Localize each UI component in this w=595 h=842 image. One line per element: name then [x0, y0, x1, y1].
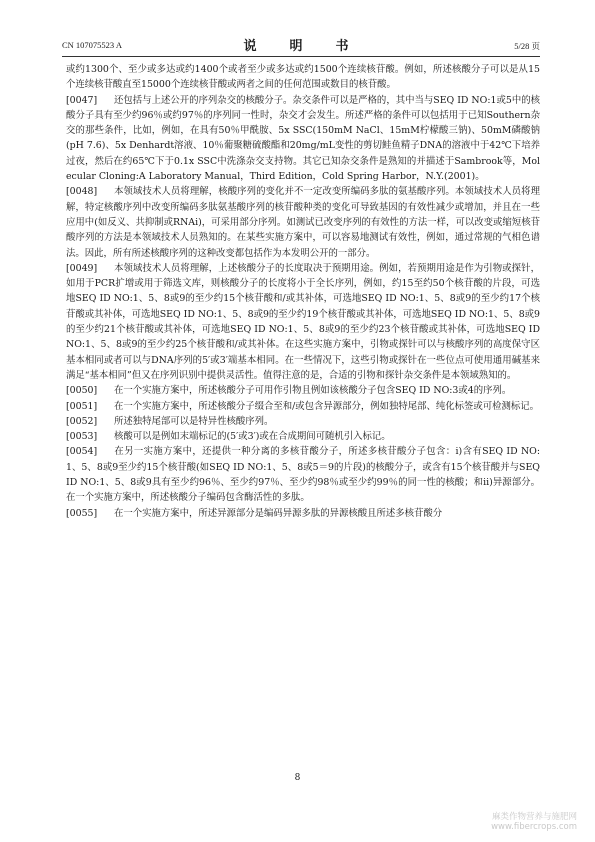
paragraph-text: 还包括与上述公开的序列杂交的核酸分子。杂交条件可以是严格的，其中当与SEQ ID NO:1或5中的核酸分子具有至少约96％或约97％的序列同一性时，杂交才会发生。所述严格的条件可以包括用于已知Southern杂交的那些条件，比如，例如，在具有50％甲酰胺、5x SSC(150mM NaCl、15mM柠檬酸三钠)、50mM磷酸钠(pH 7.6)、5x Denhardt溶液、10％葡聚糖硫酸酯和20mg/mL变性的剪切鲑鱼精子DNA的溶液中于42℃下培养过夜，然后在约65℃下于0.1x SSC中洗涤杂交支持物。其它已知杂交条件是熟知的并描述于Sambrook等，Molecular Cloning:A Laboratory Manual，Third Edition，Cold Spring Harbor，N.Y.(2001)。: [66, 94, 540, 183]
paragraph-text: 在一个实施方案中，所述核酸分子缀合至和/或包含异源部分，例如独特尾部、纯化标签或可检测标记。: [114, 400, 540, 412]
page-info: 5/28 页: [514, 41, 540, 51]
paragraph-0050: [66, 383, 540, 398]
watermark-url: www.fibercrops.com: [491, 822, 577, 832]
paragraph-number: [0050]: [66, 385, 98, 397]
paragraph-number: [0052]: [66, 415, 98, 427]
paragraph-text: 所述独特尾部可以是特异性核酸序列。: [114, 415, 274, 427]
paragraph-0047: [66, 93, 540, 185]
paragraph-number: [0051]: [66, 400, 98, 412]
paragraph-number: [0055]: [66, 507, 98, 519]
paragraph-number: [0048]: [66, 186, 98, 198]
document-body: [66, 62, 540, 521]
document-title: 说 明 书: [243, 39, 359, 54]
paragraph-0054: [66, 444, 540, 505]
paragraph-0055: [66, 506, 540, 521]
paragraph-number: [0054]: [66, 446, 98, 458]
patent-number: CN 107075523 A: [62, 40, 122, 50]
paragraph-number: [0047]: [66, 94, 98, 106]
paragraph-0049: [66, 261, 540, 383]
paragraph-text: 在一个实施方案中，所述核酸分子可用作引物且例如该核酸分子包含SEQ ID NO:3或4的序列。: [114, 385, 512, 397]
paragraph-text: 本领域技术人员将理解，核酸序列的变化并不一定改变所编码多肽的氨基酸序列。本领域技术人员将理解，特定核酸序列中改变所编码多肽氨基酸序列的核苷酸种类的变化可导致基因的有效性减少或增加，并且在一些应用中(如反义、共抑制或RNAi)，可采用部分序列。如测试已改变序列的有效性的方法一样，可以改变或缩短核苷酸序列的方法是本领域技术人员熟知的。在某些实施方案中，可以容易地测试有效性，例如，通过常规的气相色谱法。因此，所有所述核酸序列的这种改变都包括作为本发明公开的一部分。: [66, 186, 540, 259]
header-rule: [62, 56, 540, 57]
watermark-name: 麻类作物营养与施肥网: [491, 812, 577, 822]
paragraph-0051: [66, 399, 540, 414]
paragraph-text: 在一个实施方案中，所述异源部分是编码异源多肽的异源核酸且所述多核苷酸分: [114, 507, 443, 519]
paragraph-continued: [66, 62, 540, 93]
page-header: [62, 32, 540, 54]
paragraph-0048: [66, 184, 540, 260]
watermark: [491, 812, 577, 832]
paragraph-0052: [66, 414, 540, 429]
paragraph-text: 在另一实施方案中，还提供一种分离的多核苷酸分子，所述多核苷酸分子包含：i)含有SEQ ID NO:1、5、8或9至少约15个核苷酸(如SEQ ID NO:1、5、8或5＝9的片段)的核酸分子，或含有15个核苷酸并与SEQ ID NO:1、5、8或9具有至少约96％、至少约97％、至少约98％或至少约99％的同一性的核酸；和ii)异源部分。在一个实施方案中，所述核酸分子编码包含酶活性的多肽。: [66, 446, 540, 504]
paragraph-number: [0049]: [66, 262, 98, 274]
paragraph-number: [0053]: [66, 431, 98, 443]
page-number: 8: [294, 773, 301, 783]
paragraph-text: 或约1300个、至少或多达或约1400个或者至少或多达或约1500个连续核苷酸。例如，所述核酸分子可以是从15个连续核苷酸直至15000个连续核苷酸或两者之间的任何范围或数目的核苷酸。: [66, 64, 540, 91]
paragraph-text: 核酸可以是例如末端标记的(5′或3′)或在合成期间可随机引入标记。: [114, 431, 391, 443]
paragraph-text: 本领域技术人员将理解，上述核酸分子的长度取决于预期用途。例如，若预期用途是作为引物或探针，如用于PCR扩增或用于筛选文库，则核酸分子的长度将小于全长序列，例如，约15至约50个核苷酸的片段，可选地SEQ ID NO:1、5、8或9的至少约15个核苷酸和/或其补体，可选地SEQ ID NO:1、5、8或9的至少约17个核苷酸或其补体，可选地SEQ ID NO:1、5、8或9的至少约19个核苷酸或其补体，可选地SEQ ID NO:1、5、8或9的至少约21个核苷酸或其补体，可选地SEQ ID NO:1、5、8或9的至少约23个核苷酸或其补体，可选地SEQ ID NO:1、5、8或9的至少约25个核苷酸和/或其补体。在这些实施方案中，引物或探针可以与核酸序列的高度保守区基本相同或者可以与DNA序列的5′或3′端基本相同。在一些情况下，这些引物或探针在一些位点可使用通用碱基来满足“基本相同”但又在序列识别中提供灵活性。值得注意的是，合适的引物和探针杂交条件是本领域熟知的。: [66, 262, 541, 381]
paragraph-0053: [66, 429, 540, 444]
